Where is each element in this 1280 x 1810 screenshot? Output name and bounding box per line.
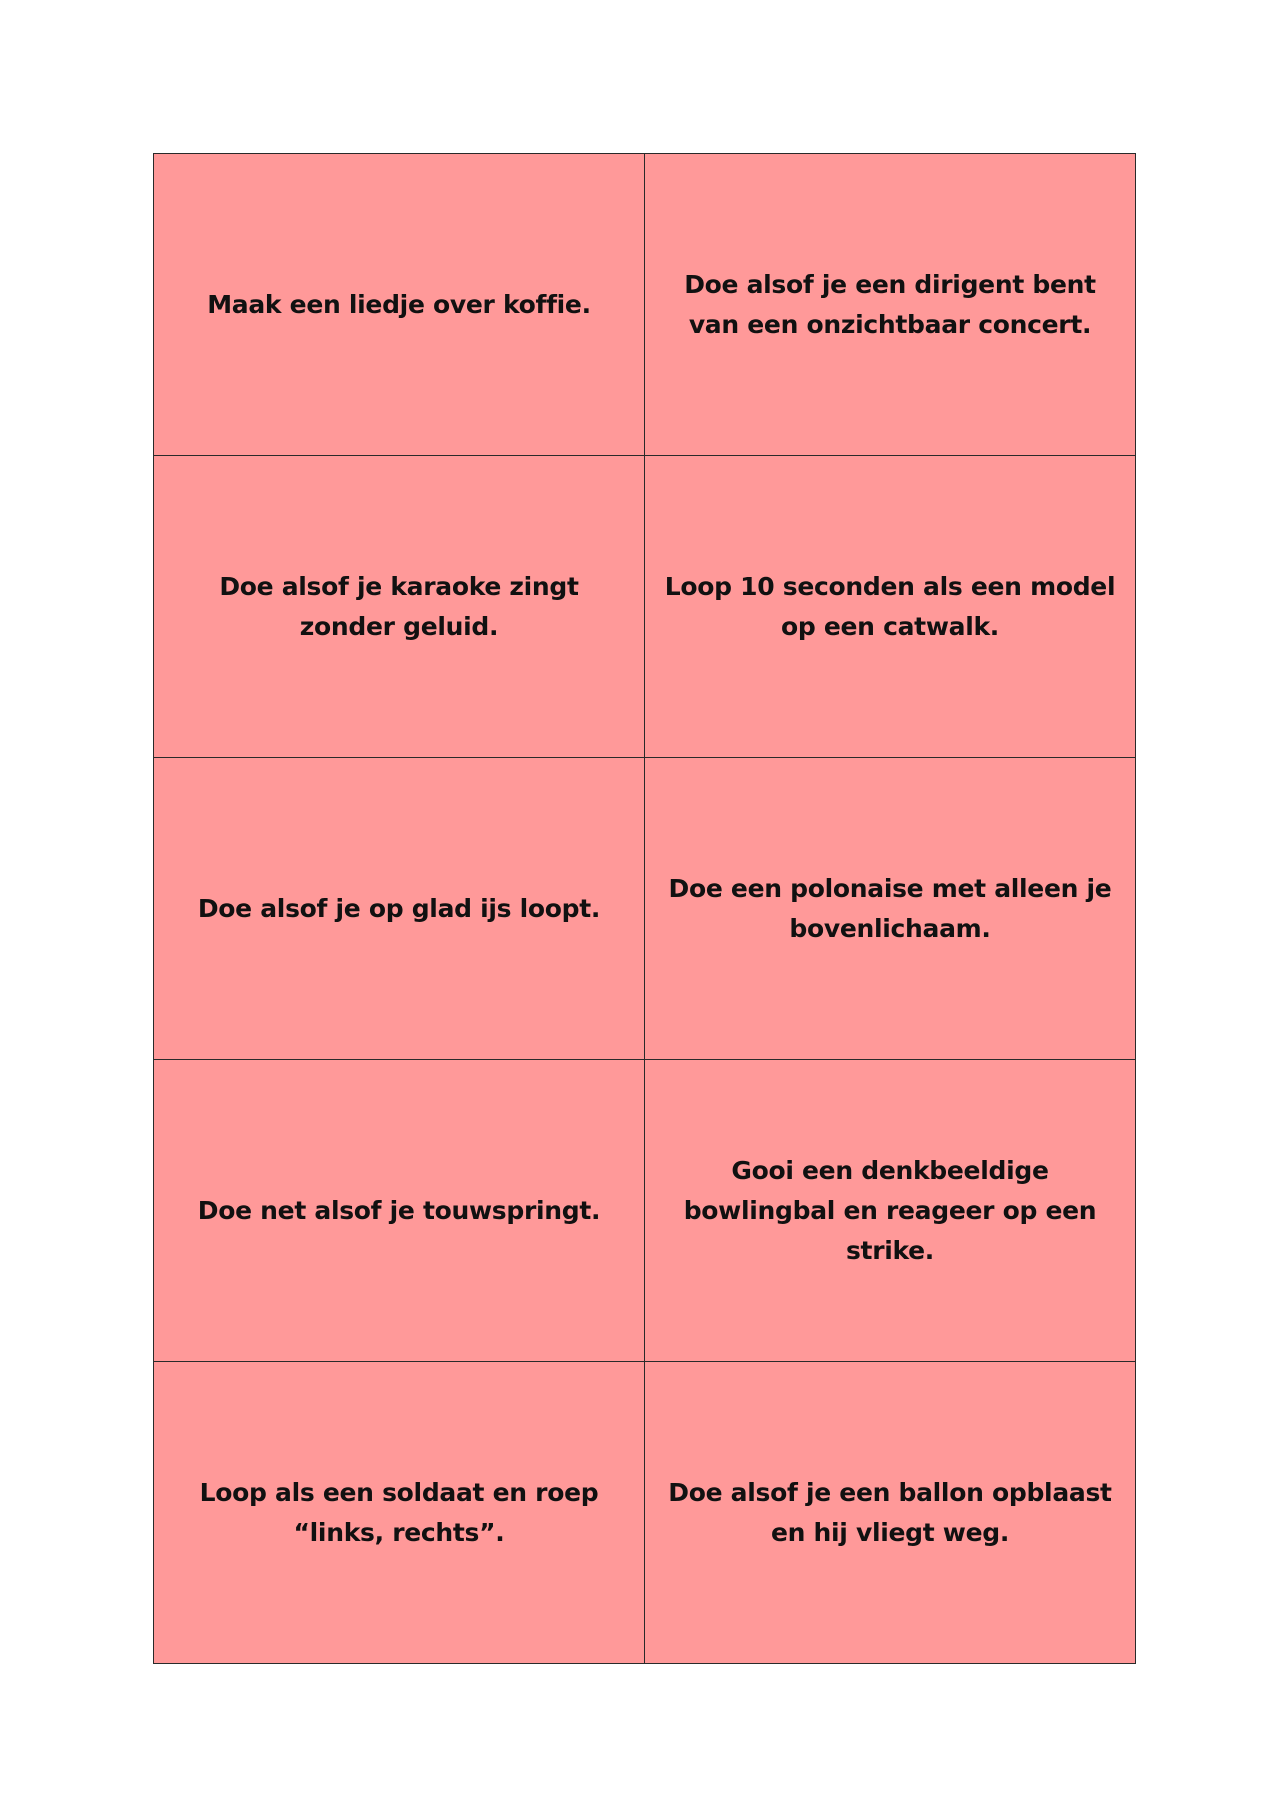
- card-text: Doe alsof je een ballon opblaast en hij vliegt weg.: [668, 1477, 1112, 1547]
- card-text: Doe alsof je karaoke zingt zonder geluid.: [219, 571, 579, 641]
- card: [645, 1060, 1136, 1362]
- cards-table: [153, 153, 1136, 1664]
- card-text: Doe alsof je een dirigent bent van een onzichtbaar concert.: [684, 269, 1096, 339]
- table-row: [154, 1362, 1136, 1664]
- card: [154, 456, 645, 758]
- card-text: Doe alsof je op glad ijs loopt.: [197, 893, 601, 923]
- card: [645, 154, 1136, 456]
- card-text: Loop 10 seconden als een model op een catwalk.: [664, 571, 1116, 641]
- card: [645, 456, 1136, 758]
- card-text: Gooi een denkbeeldige bowlingbal en reageer op een strike.: [683, 1155, 1097, 1265]
- card: [645, 1362, 1136, 1664]
- table-row: [154, 1060, 1136, 1362]
- card: [154, 758, 645, 1060]
- card: [645, 758, 1136, 1060]
- card-text: Doe net alsof je touwspringt.: [197, 1195, 601, 1225]
- card-text: Doe een polonaise met alleen je bovenlichaam.: [668, 873, 1112, 943]
- card: [154, 1060, 645, 1362]
- table-row: [154, 456, 1136, 758]
- table-row: [154, 154, 1136, 456]
- card: [154, 154, 645, 456]
- card-text: Loop als een soldaat en roep “links, rechts”.: [199, 1477, 599, 1547]
- table-row: [154, 758, 1136, 1060]
- card: [154, 1362, 645, 1664]
- card-text: Maak een liedje over koffie.: [207, 289, 591, 319]
